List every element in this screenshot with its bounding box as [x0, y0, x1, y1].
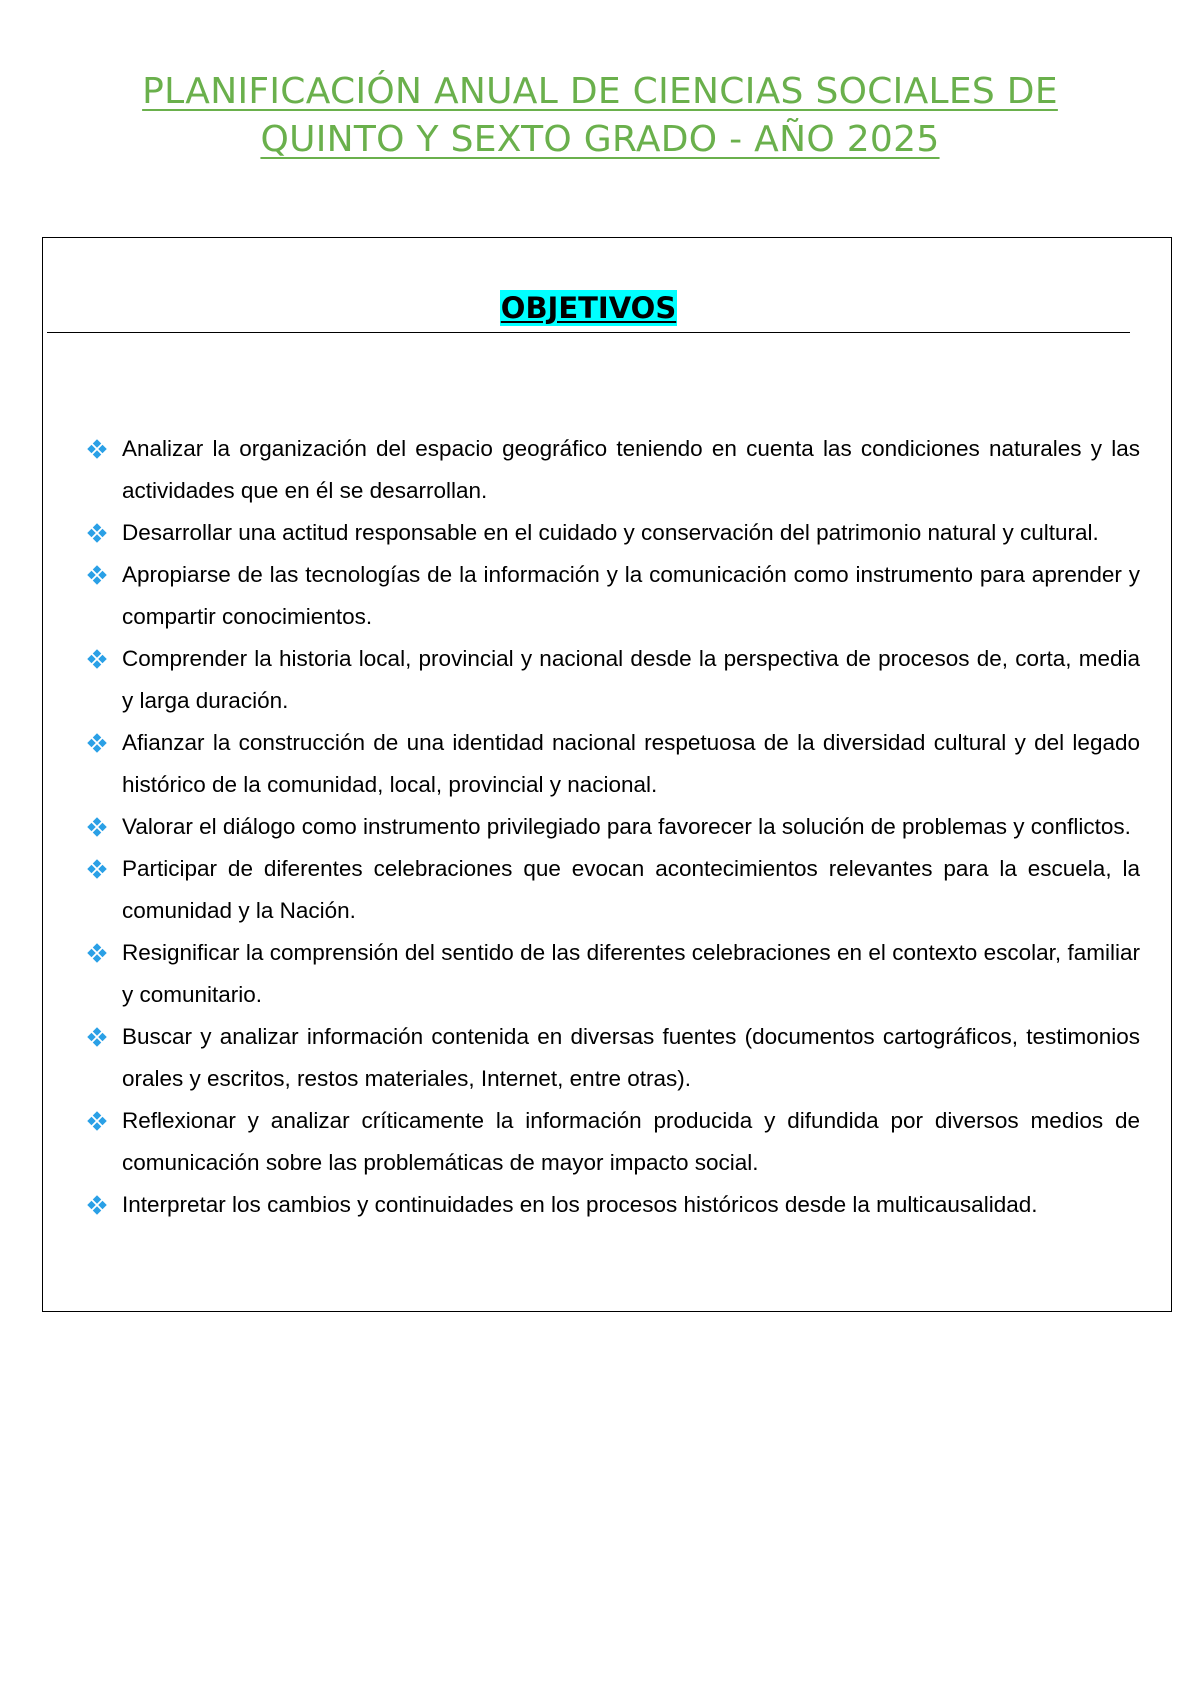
diamond-bullet-icon: [87, 1111, 107, 1131]
objective-text: Comprender la historia local, provincial y nacional desde la perspectiva de procesos de, corta, media y larga duración.: [122, 646, 1140, 713]
objective-text: Interpretar los cambios y continuidades en los procesos históricos desde la multicausalidad.: [122, 1192, 1038, 1217]
objectives-list: [87, 428, 1140, 1226]
list-item: [87, 1184, 1140, 1226]
diamond-bullet-icon: [87, 649, 107, 669]
objective-text: Valorar el diálogo como instrumento privilegiado para favorecer la solución de problemas y conflictos.: [122, 814, 1131, 839]
objective-text: Apropiarse de las tecnologías de la información y la comunicación como instrumento para aprender y compartir conocimientos.: [122, 562, 1140, 629]
objective-text: Resignificar la comprensión del sentido de las diferentes celebraciones en el contexto escolar, familiar y comunitario.: [122, 940, 1140, 1007]
objectives-heading: OBJETIVOS: [500, 291, 677, 325]
objective-text: Afianzar la construcción de una identidad nacional respetuosa de la diversidad cultural y del legado histórico de la comunidad, local, provincial y nacional.: [122, 730, 1140, 797]
list-item: [87, 806, 1140, 848]
diamond-bullet-icon: [87, 523, 107, 543]
list-item: [87, 554, 1140, 638]
diamond-bullet-icon: [87, 439, 107, 459]
page-title: [0, 68, 1200, 164]
list-item: [87, 428, 1140, 512]
diamond-bullet-icon: [87, 565, 107, 585]
objectives-heading-row: [47, 290, 1130, 333]
list-item: [87, 848, 1140, 932]
diamond-bullet-icon: [87, 733, 107, 753]
objective-text: Analizar la organización del espacio geográfico teniendo en cuenta las condiciones naturales y las actividades que en él se desarrollan.: [122, 436, 1140, 503]
page-title-line-1: PLANIFICACIÓN ANUAL DE CIENCIAS SOCIALES DE: [142, 71, 1058, 112]
objective-text: Reflexionar y analizar críticamente la información producida y difundida por diversos medios de comunicación sobre las problemáticas de mayor impacto social.: [122, 1108, 1140, 1175]
objectives-box: [42, 237, 1172, 1312]
diamond-bullet-icon: [87, 943, 107, 963]
list-item: [87, 932, 1140, 1016]
list-item: [87, 722, 1140, 806]
list-item: [87, 1016, 1140, 1100]
list-item: [87, 512, 1140, 554]
diamond-bullet-icon: [87, 859, 107, 879]
objective-text: Participar de diferentes celebraciones que evocan acontecimientos relevantes para la escuela, la comunidad y la Nación.: [122, 856, 1140, 923]
objective-text: Desarrollar una actitud responsable en el cuidado y conservación del patrimonio natural y cultural.: [122, 520, 1099, 545]
diamond-bullet-icon: [87, 1027, 107, 1047]
list-item: [87, 638, 1140, 722]
list-item: [87, 1100, 1140, 1184]
page-title-line-2: QUINTO Y SEXTO GRADO - AÑO 2025: [260, 119, 940, 160]
objective-text: Buscar y analizar información contenida en diversas fuentes (documentos cartográficos, testimonios orales y escritos, restos materiales, Internet, entre otras).: [122, 1024, 1140, 1091]
diamond-bullet-icon: [87, 1195, 107, 1215]
diamond-bullet-icon: [87, 817, 107, 837]
